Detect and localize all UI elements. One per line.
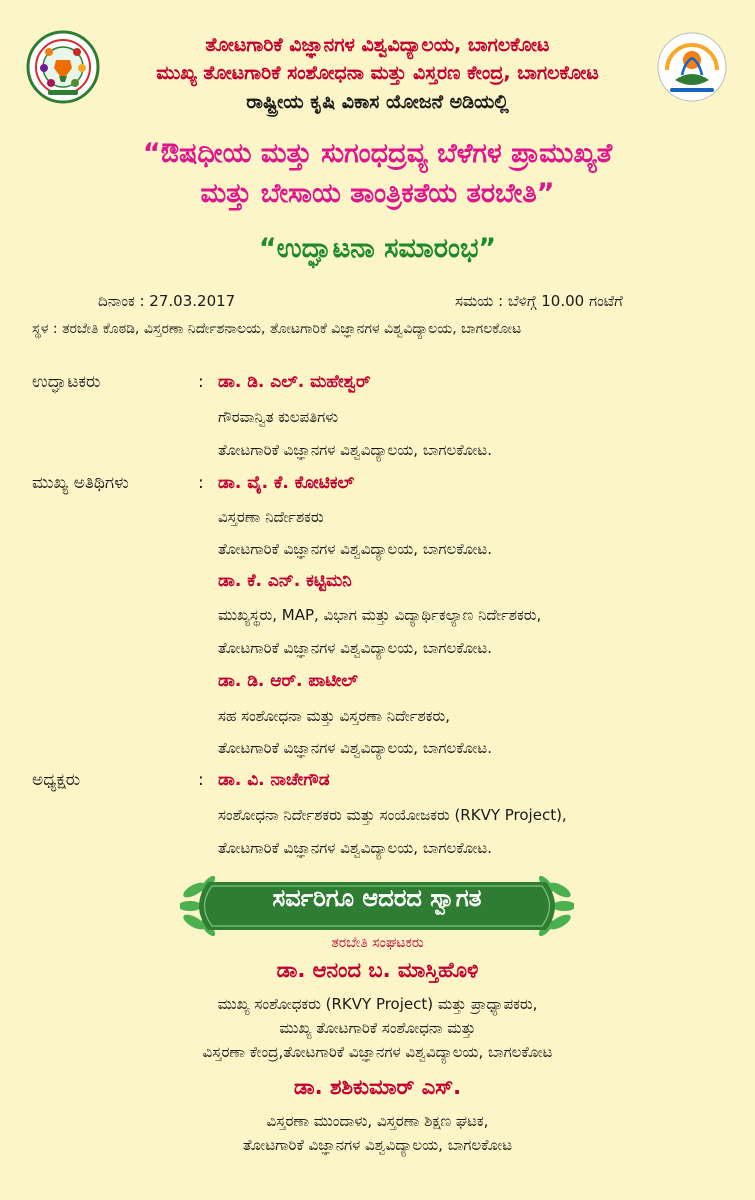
event-venue: ಸ್ಥಳ : ತರಬೇತಿ ಕೊಠಡಿ, ವಿಸ್ತರಣಾ ನಿರ್ದೇಶನಾಲಯ, ತೋಟಗಾರಿಕೆ ವಿಜ್ಞಾನಗಳ ವಿಶ್ವವಿದ್ಯಾಲಯ, ಬಾಗಲಕೋಟ	[32, 321, 522, 337]
role-colon: :	[198, 372, 204, 392]
organizer-affiliation: ವಿಸ್ತರಣಾ ಕೇಂದ್ರ,ತೋಟಗಾರಿಕೆ ವಿಜ್ಞಾನಗಳ ವಿಶ್ವವಿದ್ಯಾಲಯ, ಬಾಗಲಕೋಟ	[202, 1043, 553, 1061]
event-date: ದಿನಾಂಕ : 27.03.2017	[98, 292, 236, 310]
guest-name: ಡಾ. ವೈ. ಕೆ. ಕೋಟಿಕಲ್	[218, 473, 355, 493]
event-time: ಸಮಯ : ಬೆಳಿಗ್ಗೆ 10.00 ಗಂಟೆಗೆ	[455, 292, 623, 310]
guest-name: ಡಾ. ಡಿ. ಆರ್. ಪಾಟೀಲ್	[218, 671, 358, 691]
welcome-banner: ಸರ್ವರಿಗೂ ಆದರದ ಸ್ವಾಗತ	[272, 884, 482, 912]
guest-name: ಡಾ. ಕೆ. ಎನ್. ಕಟ್ಟಿಮನಿ	[218, 571, 352, 591]
organizer-designation: ವಿಸ್ತರಣಾ ಮುಂದಾಳು, ವಿಸ್ತರಣಾ ಶಿಕ್ಷಣ ಘಟಕ,	[266, 1112, 489, 1130]
guest-designation: ಸಂಶೋಧನಾ ನಿರ್ದೇಶಕರು ಮತ್ತು ಸಂಯೋಜಕರು (RKVY Project),	[218, 806, 567, 824]
guest-affiliation: ತೋಟಗಾರಿಕೆ ವಿಜ್ಞಾನಗಳ ವಿಶ್ವವಿದ್ಯಾಲಯ, ಬಾಗಲಕೋಟ.	[218, 639, 492, 657]
organizer-name: ಡಾ. ಆನಂದ ಬ. ಮಾಸ್ತಿಹೊಳಿ	[276, 958, 479, 982]
ceremony-heading: “ಉದ್ಘಾಟನಾ ಸಮಾರಂಭ”	[258, 233, 497, 264]
organizer-affiliation: ತೋಟಗಾರಿಕೆ ವಿಜ್ಞಾನಗಳ ವಿಶ್ವವಿದ್ಯಾಲಯ, ಬಾಗಲಕೋಟ	[242, 1136, 513, 1154]
role-colon: :	[198, 473, 204, 493]
training-title-line2: ಮತ್ತು ಬೇಸಾಯ ತಾಂತ್ರಿಕತೆಯ ತರಬೇತಿ”	[200, 178, 555, 209]
guest-affiliation: ತೋಟಗಾರಿಕೆ ವಿಜ್ಞಾನಗಳ ವಿಶ್ವವಿದ್ಯಾಲಯ, ಬಾಗಲಕೋಟ.	[218, 839, 492, 857]
organizers-label: ತರಬೇತಿ ಸಂಘಟಕರು	[331, 935, 424, 951]
guest-designation: ವಿಸ್ತರಣಾ ನಿರ್ದೇಶಕರು	[218, 508, 324, 526]
research-centre-name: ಮುಖ್ಯ ತೋಟಗಾರಿಕೆ ಸಂಶೋಧನಾ ಮತ್ತು ವಿಸ್ತರಣ ಕೇಂದ್ರ, ಬಾಗಲಕೋಟ	[156, 62, 599, 84]
organizer-name: ಡಾ. ಶಶಿಕುಮಾರ್ ಎಸ್.	[293, 1075, 462, 1099]
training-title-line1: “ಔಷಧೀಯ ಮತ್ತು ಸುಗಂಧದ್ರವ್ಯ ಬೆಳೆಗಳ ಪ್ರಾಮುಖ್ಯತೆ	[142, 138, 613, 169]
guest-designation: ಮುಖ್ಯಸ್ಥರು, MAP, ವಿಭಾಗ ಮತ್ತು ವಿದ್ಯಾರ್ಥಿಕಲ್ಯಾಣ ನಿರ್ದೇಶಕರು,	[218, 606, 542, 624]
role-colon: :	[198, 770, 204, 790]
guest-affiliation: ತೋಟಗಾರಿಕೆ ವಿಜ್ಞಾನಗಳ ವಿಶ್ವವಿದ್ಯಾಲಯ, ಬಾಗಲಕೋಟ.	[218, 441, 492, 459]
role-chief-guests: ಮುಖ್ಯ ಅತಿಥಿಗಳು	[32, 473, 129, 493]
guest-designation: ಗೌರವಾನ್ವಿತ ಕುಲಪತಿಗಳು	[218, 408, 339, 426]
role-president: ಅಧ್ಯಕ್ಷರು	[32, 770, 81, 790]
role-inaugurator: ಉದ್ಘಾಟಕರು	[32, 372, 101, 392]
organizer-designation: ಮುಖ್ಯ ತೋಟಗಾರಿಕೆ ಸಂಶೋಧನಾ ಮತ್ತು	[279, 1019, 476, 1037]
guest-affiliation: ತೋಟಗಾರಿಕೆ ವಿಜ್ಞಾನಗಳ ವಿಶ್ವವಿದ್ಯಾಲಯ, ಬಾಗಲಕೋಟ.	[218, 540, 492, 558]
guest-name: ಡಾ. ಡಿ. ಎಲ್. ಮಹೇಶ್ವರ್	[218, 372, 371, 392]
university-name: ತೋಟಗಾರಿಕೆ ವಿಜ್ಞಾನಗಳ ವಿಶ್ವವಿದ್ಯಾಲಯ, ಬಾಗಲಕೋಟ	[205, 34, 550, 56]
guest-affiliation: ತೋಟಗಾರಿಕೆ ವಿಜ್ಞಾನಗಳ ವಿಶ್ವವಿದ್ಯಾಲಯ, ಬಾಗಲಕೋಟ.	[218, 739, 492, 757]
guest-name: ಡಾ. ವಿ. ನಾಚೇಗೌಡ	[218, 770, 330, 790]
guest-designation: ಸಹ ಸಂಶೋಧನಾ ಮತ್ತು ವಿಸ್ತರಣಾ ನಿರ್ದೇಶಕರು,	[218, 707, 450, 725]
organizer-designation: ಮುಖ್ಯ ಸಂಶೋಧಕರು (RKVY Project) ಮತ್ತು ಪ್ರಾಧ್ಯಾಪಕರು,	[217, 995, 538, 1013]
scheme-name: ರಾಷ್ಟ್ರೀಯ ಕೃಷಿ ವಿಕಾಸ ಯೋಜನೆ ಅಡಿಯಲ್ಲಿ	[246, 91, 509, 113]
